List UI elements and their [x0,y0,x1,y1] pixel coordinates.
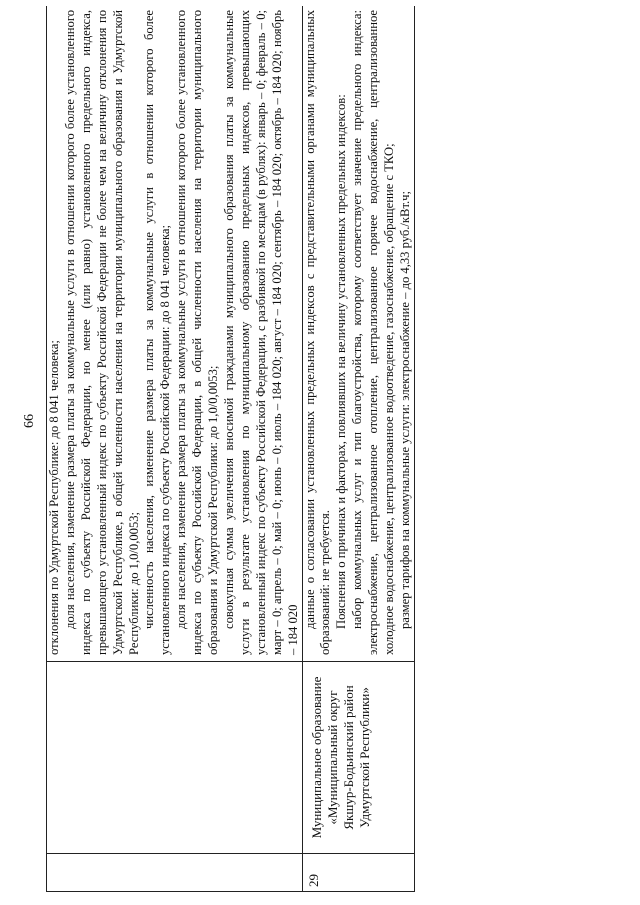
row-number-cell [47,854,303,892]
rotated-table-wrapper [46,6,594,892]
paragraph: Пояснения о причинах и факторах, повлиявших на величину установленных предельных индексов: [334,94,349,629]
row-number-cell: 29 [302,854,414,892]
municipality-name-cell [47,662,303,854]
paragraph: доля населения, изменение размера платы за коммунальные услуги в отношении которого более установленного индекса по субъекту Российской Федерации, но менее (или равно) установленного предельного индекса, превышающего установленный индекс по субъекту Российской Федерации не более чем на величину отклонения по Удмуртской Республике, в общей численности населения на территории муниципального образования и Удмуртской Республики: до 1,0/0,0053; [62,10,141,655]
paragraph: размер тарифов на коммунальные услуги: электроснабжение – до 4,33 руб./кВт.ч; [397,191,412,629]
table-row-29 [302,6,414,892]
indicators-text [303,6,414,661]
municipality-name-cell: Муниципальное образование «Муниципальный округ Якшур-Бодьинский район Удмуртской Республики» [302,662,414,854]
indicators-cell [302,6,414,662]
page-number: 66 [22,414,37,428]
paragraph: совокупная сумма увеличения вносимой гражданами муниципального образования платы за коммунальные услуги в результате установления по муниципальному образованию предельных индексов, превышающих установленный индекс по субъекту Российской Федерации, с разбивкой по месяцам (в рублях): январь – 0; февраль – 0; март – 0; апрель – 0; май – 0; июнь – 0; июль – 184 020; август – 184 020; сентябрь – 184 020; октябрь – 184 020; ноябрь – 184 020 [221,10,300,655]
rotated-page [46,6,594,892]
paragraph: отклонения по Удмуртской Республике: до 8 041 человека; [47,340,61,655]
paragraph: данные о согласовании установленных предельных индексов с представительными органами муниципальных образований: не требуется. [302,10,333,655]
paragraph: набор коммунальных услуг и тип благоустройства, которому соответствует значение предельного индекса: электроснабжение, централизованное отопление, централизованное горячее водоснабжение, централизованное холодное водоснабжение, централизованное водоотведение, газоснабжение, обращение с ТКО; [350,10,397,655]
table-row-continuation [47,6,303,892]
paragraph: доля населения, изменение размера платы за коммунальные услуги в отношении которого более установленного индекса по субъекту Российской Федерации, в общей численности населения на территории муниципального образования и Удмуртской Республики: до 1,0/0,0053; [174,10,221,655]
indicators-text [47,6,302,661]
indices-table [46,6,415,892]
paragraph: численность населения, изменение размера платы за коммунальные услуги в отношении которого более установленного индекса по субъекту Российской Федерации: до 8 041 человека; [142,10,173,655]
indicators-cell [47,6,303,662]
